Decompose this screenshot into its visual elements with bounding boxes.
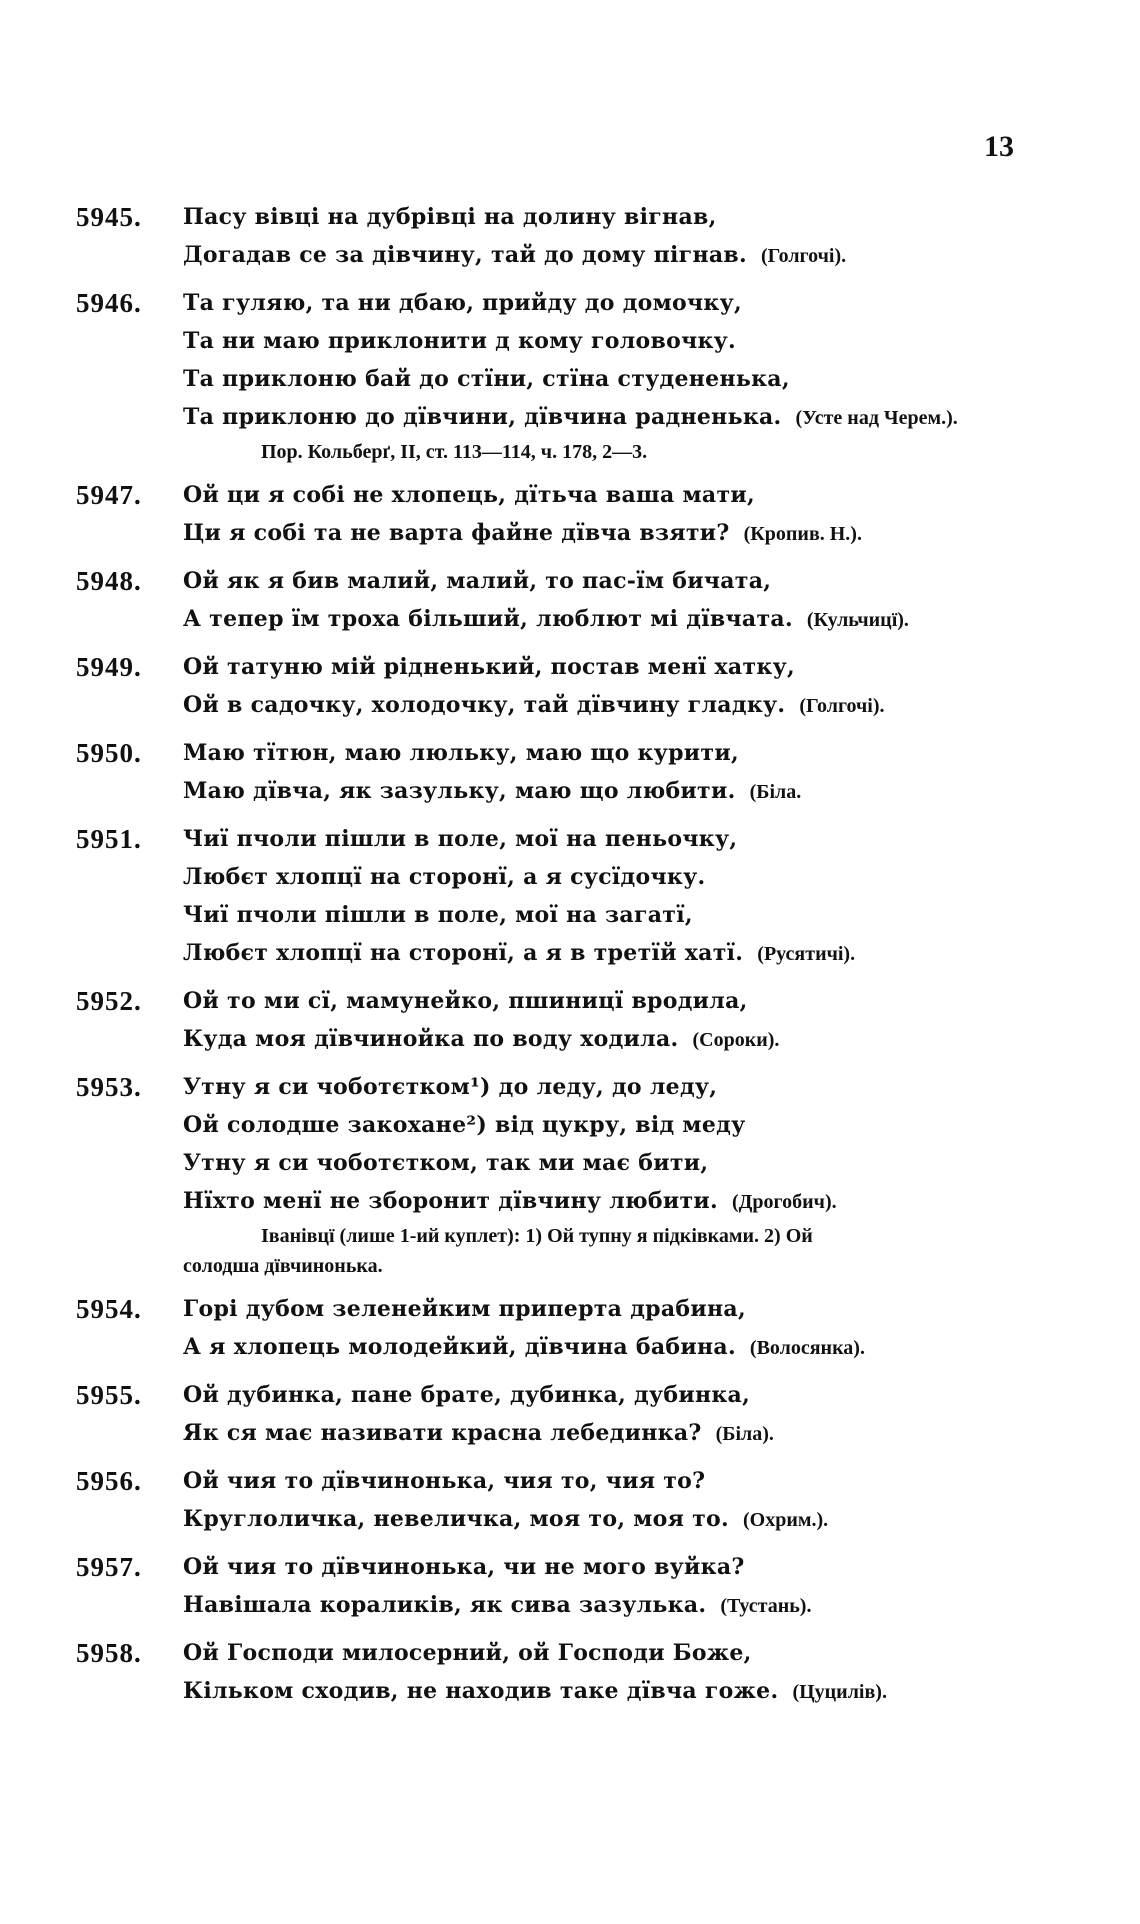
- verse-text: Любєт хлопцї на сторонї, а я в третїй хатї.: [183, 940, 744, 966]
- verse-text: Нїхто менї не зборонит дївчину любити.: [183, 1188, 719, 1214]
- verse-line: [183, 982, 1140, 1020]
- verse-lines: [183, 1290, 1140, 1367]
- verse-lines: [183, 648, 1140, 725]
- song-entry: [0, 1462, 1140, 1539]
- entry-number: 5945.: [76, 202, 142, 232]
- verse-text: Ой в садочку, холодочку, тай дївчину гладку.: [183, 692, 786, 718]
- entry-number: 5953.: [76, 1072, 142, 1102]
- entry-number: 5949.: [76, 652, 142, 682]
- verse-text: Кільком сходив, не находив таке дївча гоже.: [183, 1678, 779, 1704]
- verse-line: [183, 772, 1140, 811]
- verse-text: Пасу вівці на дубрівці на долину вігнав,: [183, 204, 717, 230]
- verse-line: [183, 398, 1140, 437]
- song-entry: [0, 1068, 1140, 1281]
- entry-number: 5947.: [76, 480, 142, 510]
- verse-text: Чиї пчоли пішли в поле, мої на загатї,: [183, 902, 693, 928]
- verse-text: Круглоличка, невеличка, моя то, моя то.: [183, 1506, 729, 1532]
- song-entry: [0, 1290, 1140, 1367]
- verse-text: Чиї пчоли пішли в поле, мої на пеньочку,: [183, 826, 738, 852]
- entry-number: 5954.: [76, 1294, 142, 1324]
- song-entry: [0, 982, 1140, 1059]
- verse-line: [183, 198, 1140, 236]
- verse-text: Навішала кораликів, як сива зазулька.: [183, 1592, 707, 1618]
- entry-number: 5957.: [76, 1552, 142, 1582]
- place-label: (Дрогобич).: [732, 1191, 837, 1213]
- verse-line: [183, 934, 1140, 973]
- verse-text: Ой ци я собі не хлопець, дїтьча ваша мати,: [183, 482, 755, 508]
- song-entry: [0, 1376, 1140, 1453]
- entry-number: 5956.: [76, 1466, 142, 1496]
- song-entry: [0, 1548, 1140, 1625]
- song-list: [0, 198, 1140, 1720]
- verse-lines: [183, 734, 1140, 811]
- verse-text: Ой як я бив малий, малий, то пас-їм бичата,: [183, 568, 772, 594]
- verse-lines: [183, 820, 1140, 973]
- footnote-continuation: солодша дївчинонька.: [183, 1255, 383, 1277]
- verse-lines: [183, 1548, 1140, 1625]
- entry-number: 5951.: [76, 824, 142, 854]
- verse-text: Та приклоню до дївчини, дївчина радненька.: [183, 404, 782, 430]
- place-label: (Кропив. Н.).: [743, 523, 862, 545]
- verse-line: [183, 1290, 1140, 1328]
- song-entry: [0, 820, 1140, 973]
- place-label: (Голгочі).: [760, 245, 847, 267]
- verse-text: Ци я собі та не варта файне дївча взяти?: [183, 520, 730, 546]
- verse-text: Утну я си чоботєтком, так ми має бити,: [183, 1150, 709, 1176]
- verse-line: [183, 1328, 1140, 1367]
- verse-lines: [183, 982, 1140, 1059]
- entry-number: 5946.: [76, 288, 142, 318]
- verse-text: Горі дубом зеленейким приперта драбина,: [183, 1296, 746, 1322]
- verse-text: Ой солодше закохане²) від цукру, від меду: [183, 1112, 746, 1138]
- entry-number: 5958.: [76, 1638, 142, 1668]
- verse-line: [183, 360, 1140, 398]
- verse-text: Ой чия то дївчинонька, чия то, чия то?: [183, 1468, 706, 1494]
- place-label: (Русятичі).: [757, 943, 856, 965]
- verse-line: [183, 1182, 1140, 1221]
- verse-line: [183, 236, 1140, 275]
- verse-text: Догадав се за дівчину, тай до дому пігнав.: [183, 242, 747, 268]
- verse-line: [183, 686, 1140, 725]
- verse-line: [183, 1414, 1140, 1453]
- verse-text: Утну я си чоботєтком¹) до леду, до леду,: [183, 1074, 718, 1100]
- verse-text: Ой дубинка, пане брате, дубинка, дубинка,: [183, 1382, 751, 1408]
- verse-text: Ой то ми сї, мамунейко, пшиницї вродила,: [183, 988, 748, 1014]
- verse-line: [183, 1548, 1140, 1586]
- song-entry: [0, 734, 1140, 811]
- verse-line: [183, 1144, 1140, 1182]
- page-number: 13: [984, 130, 1014, 163]
- verse-line: [183, 1376, 1140, 1414]
- entry-number: 5948.: [76, 566, 142, 596]
- verse-text: Куда моя дївчинойка по воду ходила.: [183, 1026, 679, 1052]
- entry-number: 5950.: [76, 738, 142, 768]
- verse-line: [183, 322, 1140, 360]
- song-entry: [0, 648, 1140, 725]
- place-label: (Охрим.).: [743, 1509, 829, 1531]
- verse-line: [183, 600, 1140, 639]
- verse-text: Ой татуню мій рідненький, постав менї хатку,: [183, 654, 795, 680]
- song-entry: [0, 284, 1140, 467]
- verse-line: [183, 648, 1140, 686]
- place-label: (Усте над Черем.).: [795, 407, 958, 429]
- verse-line: [183, 820, 1140, 858]
- verse-line: [183, 476, 1140, 514]
- place-label: (Волосянка).: [749, 1337, 865, 1359]
- place-label: (Цуцилів).: [792, 1681, 887, 1703]
- verse-lines: [183, 562, 1140, 639]
- verse-text: Як ся має називати красна лебединка?: [183, 1420, 702, 1446]
- verse-text: Та ни маю приклонити д кому головочку.: [183, 328, 737, 354]
- verse-text: Та приклоню бай до стїни, стїна студененька,: [183, 366, 790, 392]
- verse-lines: [183, 1376, 1140, 1453]
- verse-lines: [183, 284, 1140, 467]
- verse-text: Маю тїтюн, маю люльку, маю що курити,: [183, 740, 739, 766]
- entry-number: 5955.: [76, 1380, 142, 1410]
- verse-line: [183, 1068, 1140, 1106]
- verse-line: [183, 284, 1140, 322]
- verse-lines: [183, 1068, 1140, 1281]
- verse-text: А я хлопець молодейкий, дївчина бабина.: [183, 1334, 736, 1360]
- verse-text: Любєт хлопцї на сторонї, а я сусїдочку.: [183, 864, 706, 890]
- verse-line: [183, 1586, 1140, 1625]
- place-label: (Біла.: [749, 781, 802, 803]
- verse-text: Ой чия то дївчинонька, чи не мого вуйка?: [183, 1554, 745, 1580]
- verse-line: [183, 514, 1140, 553]
- verse-line: [183, 1634, 1140, 1672]
- verse-lines: [183, 1634, 1140, 1711]
- verse-lines: [183, 198, 1140, 275]
- entry-number: 5952.: [76, 986, 142, 1016]
- place-label: (Сороки).: [692, 1029, 780, 1051]
- verse-line: [183, 734, 1140, 772]
- place-label: (Біла).: [715, 1423, 774, 1445]
- verse-line: [183, 1106, 1140, 1144]
- verse-lines: [183, 1462, 1140, 1539]
- song-entry: [0, 562, 1140, 639]
- place-label: (Тустань).: [720, 1595, 812, 1617]
- footnote: Пор. Кольберґ, II, ст. 113—114, ч. 178, 2—3.: [261, 441, 648, 463]
- verse-line: [183, 858, 1140, 896]
- verse-line: [183, 562, 1140, 600]
- place-label: (Голгочі).: [799, 695, 885, 717]
- verse-text: А тепер їм троха більший, люблют мі дївчата.: [183, 606, 793, 632]
- verse-text: Та гуляю, та ни дбаю, прийду до домочку,: [183, 290, 742, 316]
- verse-line: [183, 1462, 1140, 1500]
- verse-line: [183, 1020, 1140, 1059]
- verse-lines: [183, 476, 1140, 553]
- footnote: Іванівцї (лише 1-ий куплет): 1) Ой тупну я підківками. 2) Ой: [261, 1225, 813, 1247]
- verse-line: [183, 896, 1140, 934]
- song-entry: [0, 476, 1140, 553]
- song-entry: [0, 1634, 1140, 1711]
- verse-line: [183, 1672, 1140, 1711]
- song-entry: [0, 198, 1140, 275]
- verse-text: Ой Господи милосерний, ой Господи Боже,: [183, 1640, 752, 1666]
- verse-line: [183, 1500, 1140, 1539]
- place-label: (Кульчицї).: [806, 609, 909, 631]
- verse-text: Маю дївча, як зазульку, маю що любити.: [183, 778, 736, 804]
